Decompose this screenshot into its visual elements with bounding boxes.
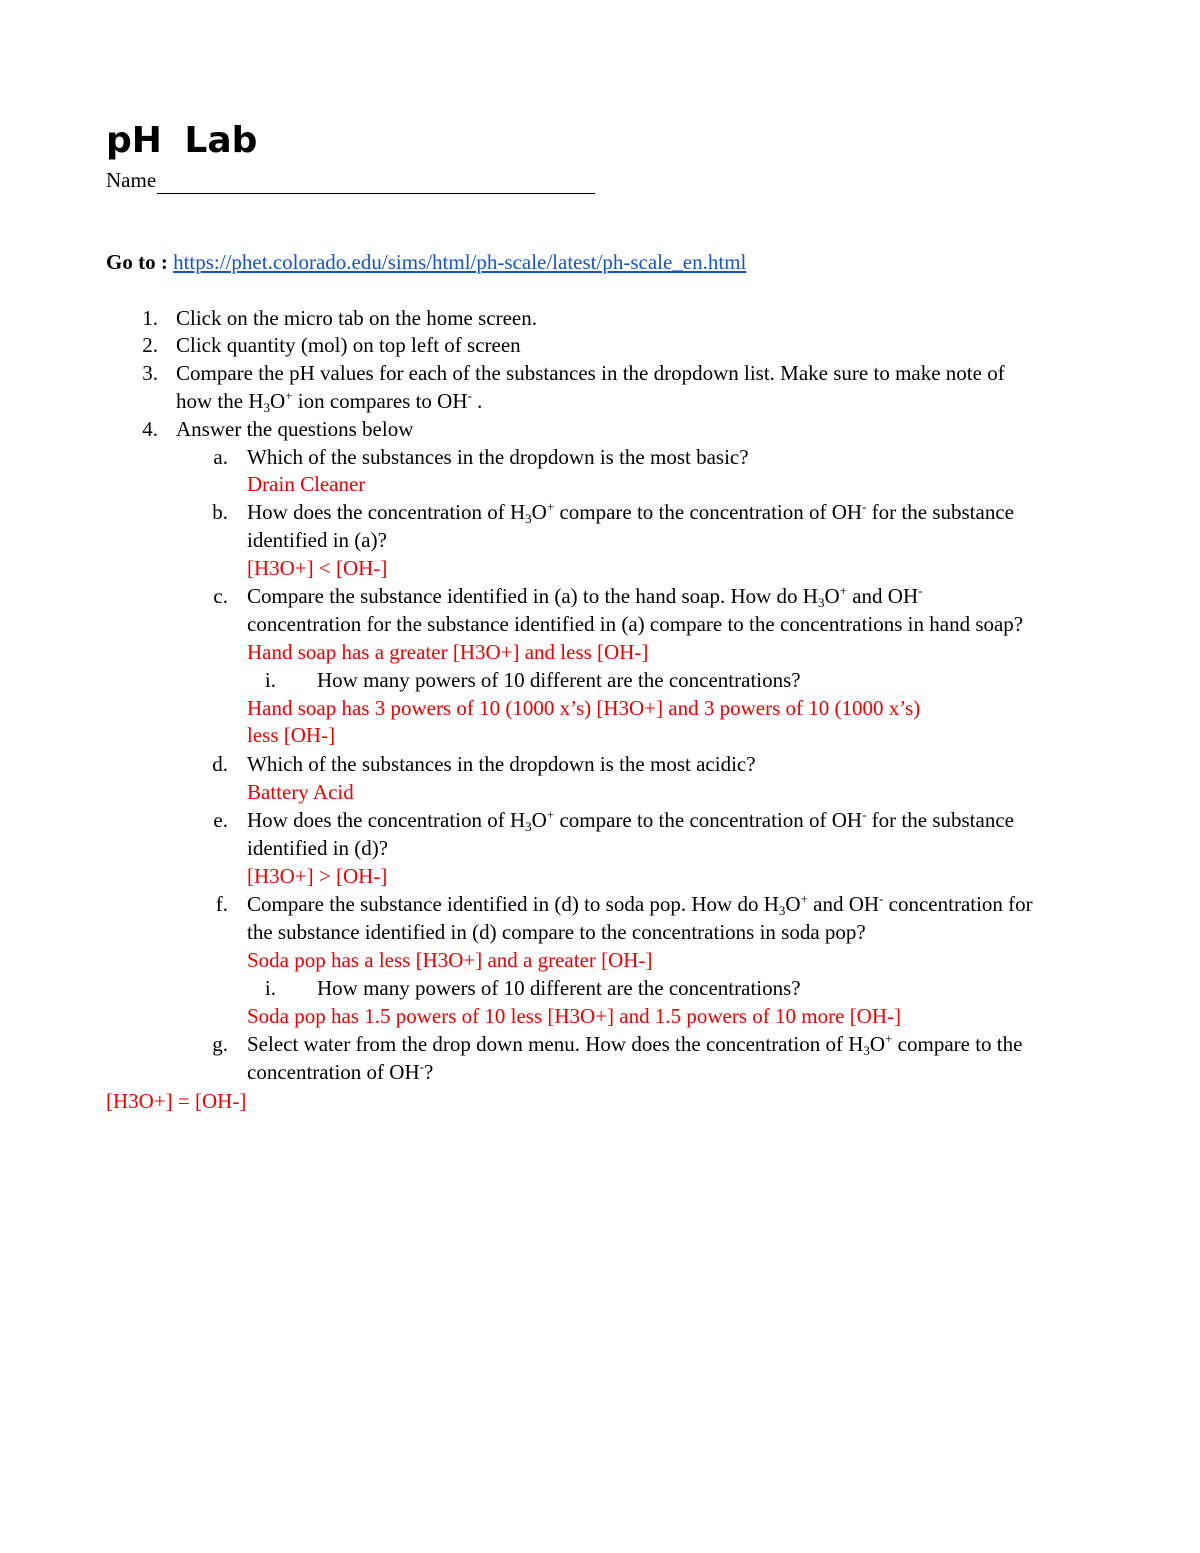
question-e-line-1: How does the concentration of $H_3O^+$ compare to the concentration of OH- for the substance — [247, 807, 1014, 834]
step-3-line-2: how the $H_3O^+$ ion compares to OH- . — [176, 388, 483, 415]
question-a-text: Which of the substances in the dropdown is the most basic? — [247, 445, 749, 469]
question-d-text: Which of the substances in the dropdown is the most acidic? — [247, 752, 756, 776]
name-label: Name — [106, 168, 157, 192]
question-e-letter: e. — [213, 808, 228, 832]
step-3-line-1: Compare the pH values for each of the substances in the dropdown list. Make sure to make note of — [176, 361, 1005, 385]
question-c-i-answer-line-2: less [OH-] — [247, 723, 336, 747]
question-g-line-2: concentration of OH-? — [247, 1059, 434, 1084]
question-b-answer: [H3O+] < [OH-] — [247, 556, 388, 580]
question-c-line-1: Compare the substance identified in (a) to the hand soap. How do $H_3O^+$ and OH- — [247, 583, 923, 610]
goto-line — [106, 248, 746, 276]
question-f-line-2: the substance identified in (d) compare to the concentrations in soda pop? — [247, 920, 866, 944]
question-e-line-2: identified in (d)? — [247, 836, 389, 860]
step-2-text: Click quantity (mol) on top left of screen — [176, 333, 521, 357]
question-d-letter: d. — [212, 752, 228, 776]
question-f-letter: f. — [215, 892, 228, 916]
step-4-number: 4. — [142, 417, 158, 441]
question-a-answer: Drain Cleaner — [247, 472, 366, 496]
question-c-i-letter: i. — [264, 668, 276, 692]
step-1-text: Click on the micro tab on the home screen. — [176, 306, 537, 330]
question-c-i-text: How many powers of 10 different are the concentrations? — [317, 668, 801, 692]
question-b-letter: b. — [212, 500, 228, 524]
question-g-answer: [H3O+] = [OH-] — [106, 1089, 247, 1113]
question-f-i-letter: i. — [264, 976, 276, 1000]
question-c-i-answer-line-1: Hand soap has 3 powers of 10 (1000 x’s) [H3O+] and 3 powers of 10 (1000 x’s) — [247, 696, 921, 720]
question-c-answer: Hand soap has a greater [H3O+] and less [OH-] — [247, 640, 649, 664]
goto-label: Go to : — [106, 250, 168, 274]
step-2-number: 2. — [142, 333, 158, 357]
question-a-letter: a. — [213, 445, 228, 469]
question-f-i-text: How many powers of 10 different are the concentrations? — [317, 976, 801, 1000]
question-g-letter: g. — [212, 1032, 228, 1056]
question-f-answer: Soda pop has a less [H3O+] and a greater [OH-] — [247, 948, 653, 972]
question-c-letter: c. — [213, 584, 228, 608]
phet-link[interactable]: https://phet.colorado.edu/sims/html/ph-scale/latest/ph-scale_en.html — [173, 250, 747, 274]
step-3-number: 3. — [142, 361, 158, 385]
page-title: pH Lab — [106, 120, 258, 161]
name-field — [106, 166, 595, 194]
question-e-answer: [H3O+] > [OH-] — [247, 864, 388, 888]
question-b-line-1: How does the concentration of $H_3O^+$ compare to the concentration of OH- for the substance — [247, 499, 1014, 526]
step-4-text: Answer the questions below — [176, 417, 414, 441]
question-f-i-answer: Soda pop has 1.5 powers of 10 less [H3O+] and 1.5 powers of 10 more [OH-] — [247, 1004, 901, 1028]
name-blank-line — [157, 173, 595, 194]
question-b-line-2: identified in (a)? — [247, 528, 387, 552]
question-f-line-1: Compare the substance identified in (d) to soda pop. How do $H_3O^+$ and OH- concentration for — [247, 891, 1033, 918]
question-c-line-2: concentration for the substance identified in (a) compare to the concentrations in hand soap? — [247, 612, 1024, 636]
question-g-line-1: Select water from the drop down menu. How does the concentration of $H_3O^+$ compare to the — [247, 1031, 1023, 1058]
question-d-answer: Battery Acid — [247, 780, 354, 804]
step-1-number: 1. — [142, 306, 158, 330]
